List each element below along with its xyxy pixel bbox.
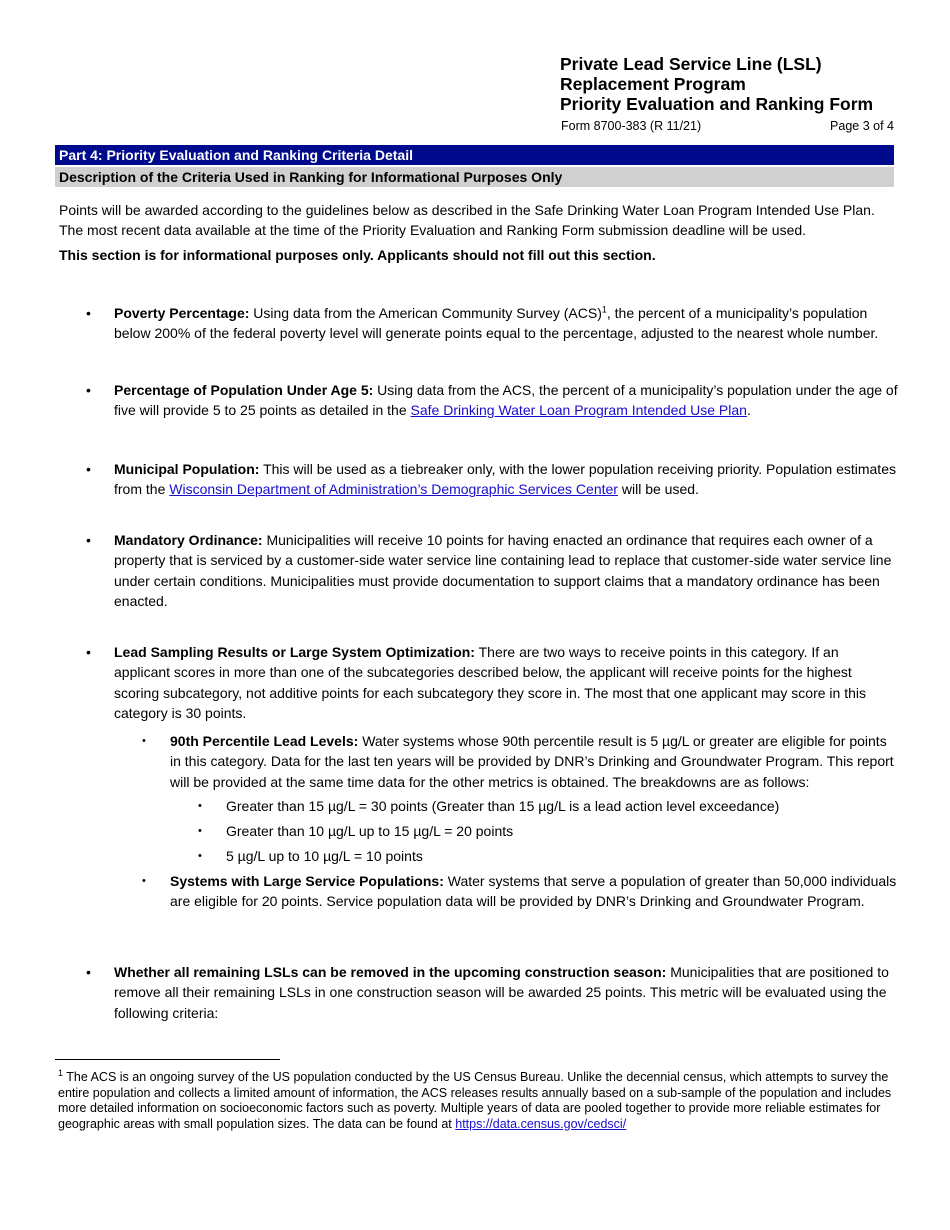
page-number: Page 3 of 4	[830, 119, 894, 133]
criterion-label: Whether all remaining LSLs can be removed in the upcoming construction season:	[114, 964, 667, 980]
breakdown-item	[198, 796, 898, 816]
form-meta	[560, 119, 896, 135]
bullet: •	[142, 735, 146, 747]
informational-notice: This section is for informational purposes only. Applicants should not fill out this section.	[59, 247, 656, 263]
breakdown-item	[198, 821, 898, 841]
criterion-text: There are two ways to receive points in this category. If an applicant scores in more than one of the subcategories described below, the applicant will receive points for the highest scoring subcategory, not additive points for each subcategory they score in. The most that one applicant may score in this category is 30 points.	[114, 644, 867, 722]
footnote-divider	[55, 1059, 280, 1060]
demographic-services-link[interactable]: Wisconsin Department of Administration’s Demographic Services Center	[169, 481, 618, 498]
subcriterion-large-systems	[142, 871, 898, 912]
criterion-text: Using data from the ACS, the percent of a municipality’s population under the age of five will provide 5 to 25 points as detailed in the	[114, 382, 898, 419]
breakdown-text: Greater than 15 µg/L = 30 points (Greater than 15 µg/L is a lead action level exceedance)	[226, 798, 780, 814]
criterion-municipal-population	[86, 459, 898, 500]
bullet: •	[198, 850, 202, 862]
criterion-text: , the percent of a municipality’s population below 200% of the federal poverty level will generate points equal to the percentage, adjusted to the nearest whole number.	[114, 305, 879, 342]
form-title-line-1: Private Lead Service Line (LSL)	[560, 54, 822, 74]
form-header	[560, 54, 896, 135]
criterion-label: Municipal Population:	[114, 461, 260, 477]
criterion-label: Percentage of Population Under Age 5:	[114, 382, 374, 398]
section-title-bar: Part 4: Priority Evaluation and Ranking Criteria Detail	[55, 145, 894, 165]
form-number: Form 8700-383 (R 11/21)	[561, 119, 702, 133]
criterion-label: Poverty Percentage:	[114, 305, 250, 321]
footnote-reference[interactable]: 1	[601, 304, 607, 315]
criterion-remaining-lsls	[86, 962, 898, 1023]
criterion-lead-sampling	[86, 642, 898, 724]
subcriterion-90th-percentile	[142, 731, 898, 792]
bullet: •	[86, 461, 91, 477]
criterion-poverty-percentage	[86, 303, 898, 344]
criterion-label: Mandatory Ordinance:	[114, 532, 263, 548]
bullet: •	[86, 532, 91, 548]
criterion-text: Municipalities will receive 10 points for having enacted an ordinance that requires each owner of a property that is serviced by a customer-side water service line containing lead to replace that customer-side water service line under certain conditions. Municipalities must provide documentation to support claims that a mandatory ordinance has been enacted.	[114, 532, 892, 610]
criterion-text: will be used.	[617, 481, 699, 498]
bullet: •	[142, 875, 146, 887]
footnote	[58, 1067, 894, 1132]
criterion-population-under-5	[86, 380, 898, 421]
breakdown-text: 5 µg/L up to 10 µg/L = 10 points	[226, 848, 423, 864]
breakdown-text: Greater than 10 µg/L up to 15 µg/L = 20 points	[226, 823, 514, 839]
criterion-mandatory-ordinance	[86, 530, 898, 612]
census-data-link[interactable]: https://data.census.gov/cedsci/	[455, 1116, 627, 1131]
form-title-line-3: Priority Evaluation and Ranking Form	[560, 94, 874, 114]
subcriterion-label: 90th Percentile Lead Levels:	[170, 733, 359, 749]
bullet: •	[86, 644, 91, 660]
bullet: •	[198, 800, 202, 812]
subcriterion-text: Water systems that serve a population of greater than 50,000 individuals are eligible for 20 points. Service population data will be provided by DNR’s Drinking and Groundwater Program.	[170, 873, 897, 910]
criterion-text: .	[746, 402, 751, 419]
criterion-text: This will be used as a tiebreaker only, with the lower population receiving priority. Population estimates from the	[114, 461, 896, 498]
form-title-line-2: Replacement Program	[560, 74, 746, 94]
bullet: •	[198, 825, 202, 837]
bullet: •	[86, 382, 91, 398]
section-subtitle-bar: Description of the Criteria Used in Ranking for Informational Purposes Only	[55, 167, 894, 187]
breakdown-item	[198, 846, 898, 866]
intro-paragraph: Points will be awarded according to the guidelines below as described in the Safe Drinking Water Loan Program Intended Use Plan. The most recent data available at the time of the Priority Evaluation and Ranking Form submission deadline will be used.	[59, 202, 875, 238]
criterion-text: Municipalities that are positioned to remove all their remaining LSLs in one construction season will be awarded 25 points. This metric will be evaluated using the following criteria:	[114, 964, 889, 1021]
footnote-marker: 1	[58, 1067, 64, 1078]
bullet: •	[86, 964, 91, 980]
footnote-text: The ACS is an ongoing survey of the US population conducted by the US Census Bureau. Unlike the decennial census, which attempts to survey the entire population and collects a limited amount of information, the ACS releases results annually based on a sub-sample of the population and includes more detailed information on socioeconomic factors such as poverty. Multiple years of data are pooled together to provide more reliable estimates for geographic areas with small population sizes. The data can be found at	[58, 1070, 892, 1131]
criterion-text: Using data from the American Community Survey (ACS)	[249, 305, 602, 321]
criterion-label: Lead Sampling Results or Large System Optimization:	[114, 644, 475, 660]
bullet: •	[86, 305, 91, 321]
subcriterion-text: Water systems whose 90th percentile result is 5 µg/L or greater are eligible for points in this category. Data for the last ten years will be provided by DNR’s Drinking and Groundwater Program. This report will be provided at the same time data for the other metrics is obtained. The breakdowns are as follows:	[170, 733, 894, 790]
subcriterion-label: Systems with Large Service Populations:	[170, 873, 444, 889]
intended-use-plan-link[interactable]: Safe Drinking Water Loan Program Intended Use Plan	[410, 402, 747, 419]
